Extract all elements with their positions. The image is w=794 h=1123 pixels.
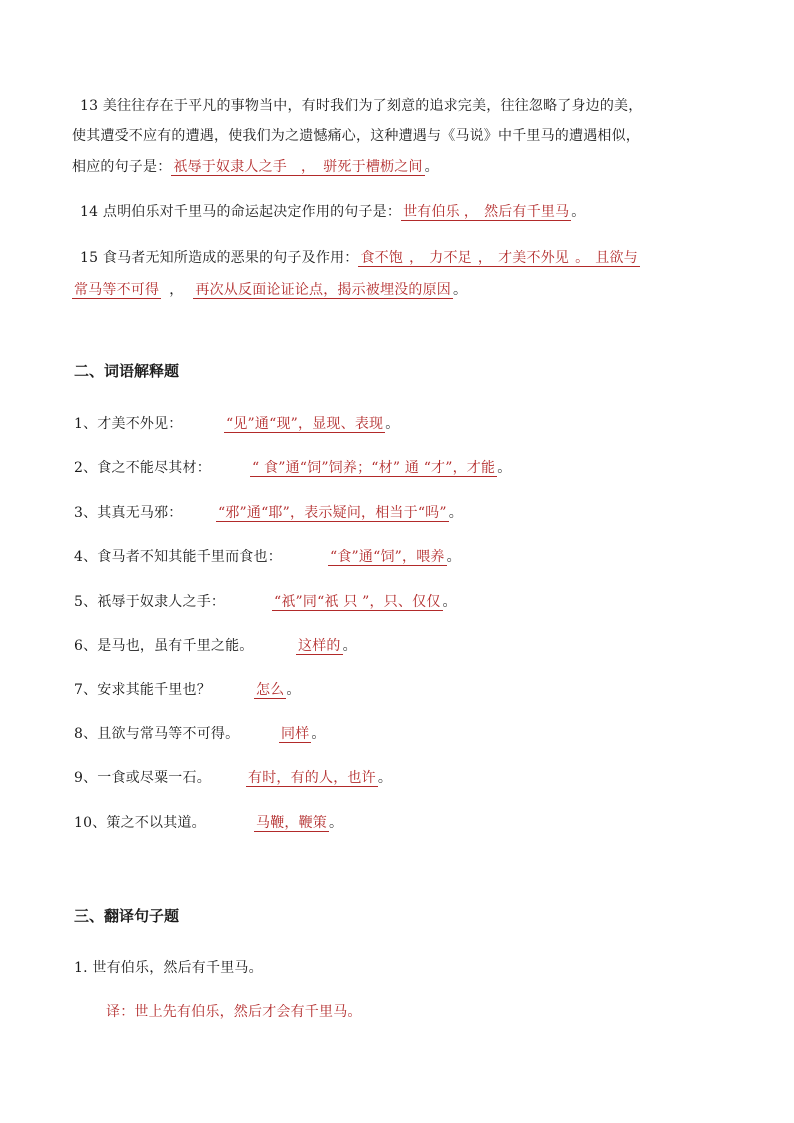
q14-end: 。: [571, 204, 586, 220]
q15-sep4: ，: [169, 282, 184, 298]
vocab-end: 。: [377, 770, 393, 786]
translate-answer-1: 译：世上先有伯乐，然后才会有千里马。: [106, 1004, 362, 1020]
vocab-end: 。: [442, 594, 457, 610]
q15-answer-c: 才美不外见: [498, 250, 570, 266]
vocab-answer: “食”通“饲”，喂养: [330, 549, 445, 565]
q15-answer-f: 再次从反面论证论点，揭示被埋没的原因: [195, 282, 452, 298]
section2-heading: 二、词语解释题: [74, 362, 180, 380]
vocab-item-3: [74, 503, 463, 523]
q15-prefix: 15 食马者无知所造成的恶果的句子及作用：: [80, 250, 359, 266]
q13-end: 。: [424, 159, 439, 175]
vocab-item-8: [74, 724, 326, 744]
vocab-answer: “见”通“现”，显现、表现: [226, 416, 384, 432]
q14-answer-b: 然后有千里马: [484, 204, 570, 220]
vocab-end: 。: [385, 416, 400, 432]
vocab-item-2: [74, 458, 511, 478]
vocab-end: 。: [497, 460, 512, 476]
q13-line3: [72, 157, 439, 177]
vocab-answer: “ 食”通“饲”饲养；“材” 通 “才”，才能: [252, 460, 496, 476]
vocab-question: 8、且欲与常马等不可得。: [74, 726, 240, 742]
q13-answer-sep: ，: [301, 159, 316, 175]
q15-end: 。: [453, 282, 468, 298]
q13-line1: 13 美往往存在于平凡的事物当中，有时我们为了刻意的追求完美，往往忽略了身边的美，: [80, 98, 643, 114]
vocab-question: 9、一食或尽粟一石。: [74, 770, 211, 786]
q15-sep1: ，: [409, 250, 424, 266]
q15-answer-b: 力不足: [429, 250, 472, 266]
vocab-question: 5、祇辱于奴隶人之手：: [74, 594, 226, 610]
q13-prefix: 相应的句子是：: [72, 159, 172, 175]
vocab-end: 。: [286, 682, 301, 698]
vocab-question: 10、策之不以其道。: [74, 815, 206, 831]
vocab-end: 。: [329, 815, 344, 831]
vocab-answer: “邪”通“耶”，表示疑问，相当于“吗”: [218, 505, 447, 521]
vocab-answer: “祇”同“祇 只 ”，只、仅仅: [274, 594, 441, 610]
q15-sep2: ，: [477, 250, 493, 266]
q15-sep3: 。: [575, 250, 590, 266]
q15-answer-e: 常马等不可得: [74, 282, 160, 298]
vocab-end: 。: [448, 505, 463, 521]
vocab-item-9: [74, 768, 392, 788]
vocab-item-7: [74, 680, 301, 700]
q14-answer: [401, 204, 571, 221]
q13-answer-b: 骈死于槽枥之间: [323, 159, 423, 175]
q14-prefix: 14 点明伯乐对千里马的命运起决定作用的句子是：: [80, 204, 402, 220]
vocab-answer: 有时，有的人，也许: [248, 770, 376, 786]
q15-answer-2: [72, 282, 161, 299]
vocab-item-1: [74, 414, 399, 434]
q14-answer-a: 世有伯乐: [403, 204, 460, 220]
vocab-item-4: [74, 547, 461, 567]
q15-line2: [72, 280, 467, 300]
q15-line1: [80, 248, 640, 268]
vocab-item-5: [74, 592, 457, 612]
q15-answer-d: 且欲与: [595, 250, 638, 266]
section3-heading: 三、翻译句子题: [74, 907, 180, 925]
vocab-answer: 怎么: [256, 682, 285, 698]
q15-answer-3: [193, 282, 453, 299]
vocab-end: 。: [311, 726, 326, 742]
vocab-question: 2、食之不能尽其材：: [74, 460, 211, 476]
q14-answer-sep: ，: [463, 204, 479, 220]
q13-answer: [171, 159, 424, 176]
vocab-question: 3、其真无马邪：: [74, 505, 183, 521]
q14-line: [80, 202, 586, 222]
vocab-end: 。: [446, 549, 461, 565]
vocab-answer: 同样: [281, 726, 310, 742]
q13-line2: 使其遭受不应有的遭遇，使我们为之遗憾痛心，这种遭遇与《马说》中千里马的遭遇相似，: [72, 128, 640, 144]
vocab-item-6: [74, 636, 357, 656]
vocab-question: 7、安求其能千里也？: [74, 682, 211, 698]
vocab-answer: 马鞭，鞭策: [256, 815, 327, 831]
q13-answer-a: 祇辱于奴隶人之手: [173, 159, 288, 175]
vocab-question: 4、食马者不知其能千里而食也：: [74, 549, 282, 565]
translate-question-1: 1. 世有伯乐，然后有千里马。: [74, 960, 263, 976]
q15-answer-a: 食不饱: [360, 250, 404, 266]
vocab-question: 6、是马也，虽有千里之能。: [74, 638, 254, 654]
vocab-question: 1、才美不外见：: [74, 416, 183, 432]
vocab-answer: 这样的: [298, 638, 341, 654]
vocab-item-10: [74, 813, 343, 833]
q15-answer-1: [358, 250, 639, 267]
vocab-end: 。: [342, 638, 357, 654]
